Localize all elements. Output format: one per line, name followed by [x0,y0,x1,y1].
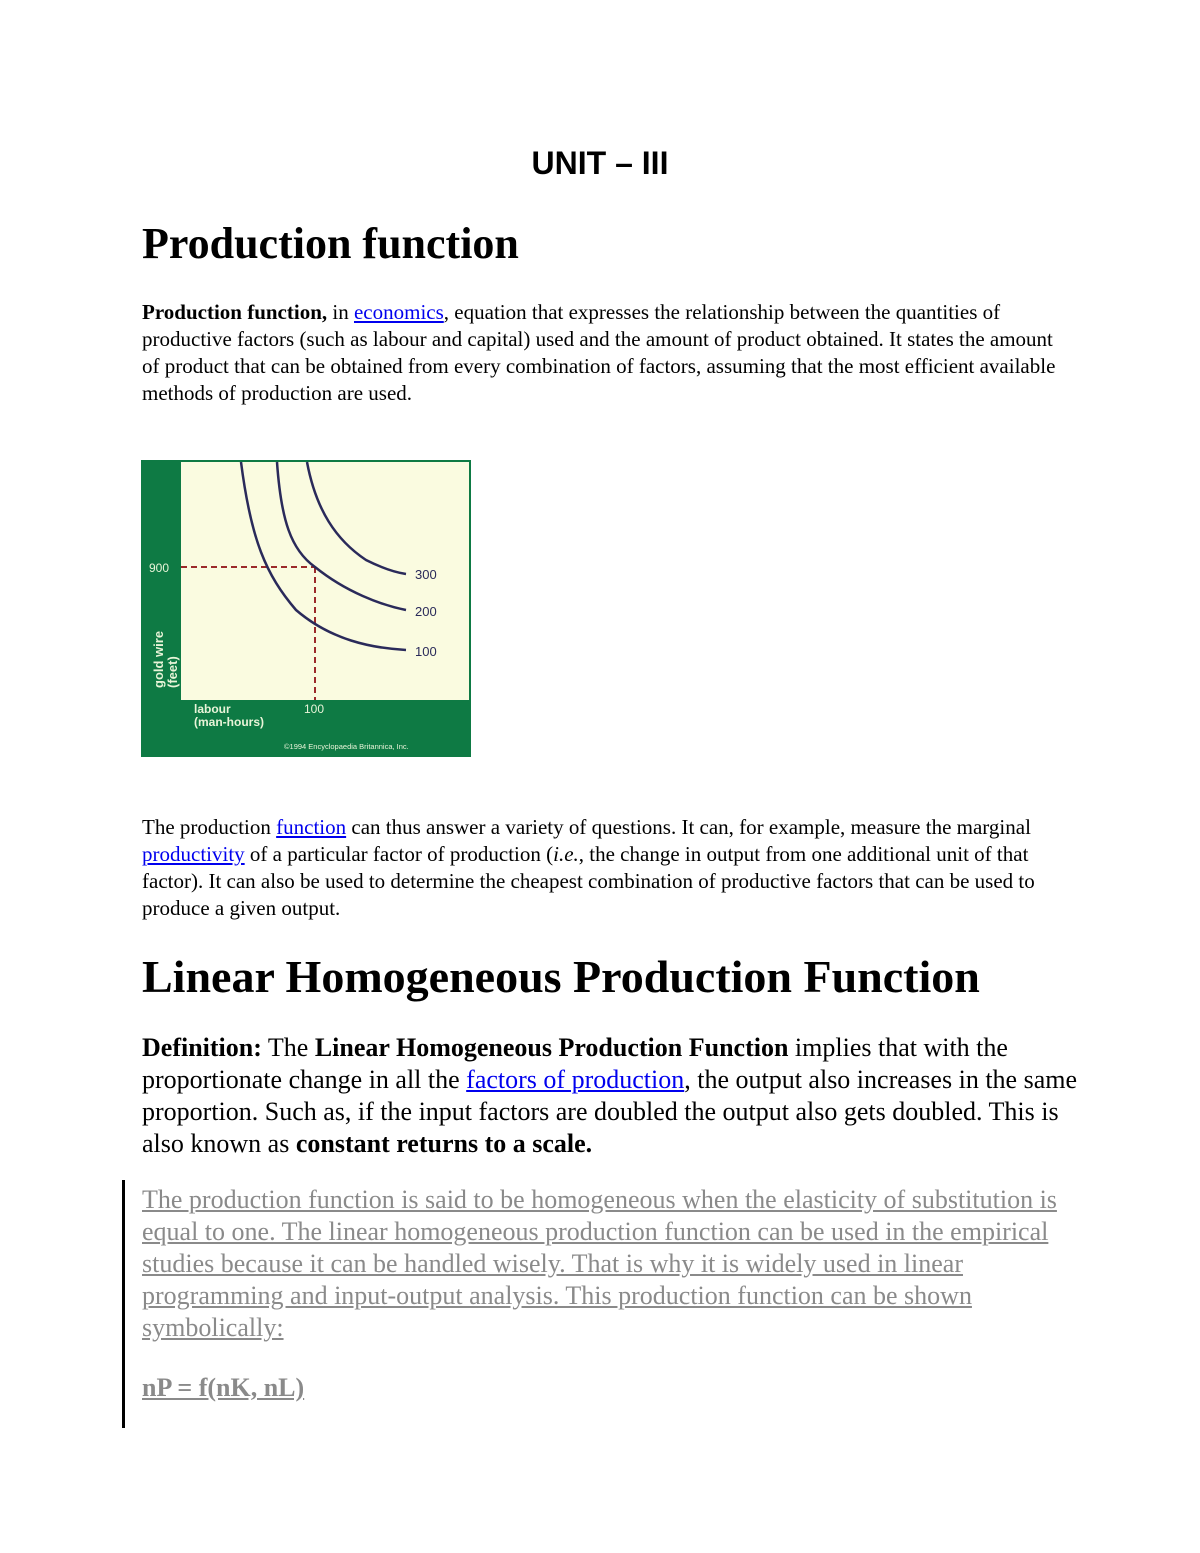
bold-constant-returns: constant returns to a scale. [295,1129,593,1158]
link-function[interactable]: function [276,815,347,839]
curve-label-300: 300 [415,567,437,582]
formula: nP = f(nK, nL) [142,1373,305,1402]
y-axis-unit: (feet) [165,656,180,688]
paragraph-definition [142,299,1072,407]
x-axis-unit: (man-hours) [194,715,264,729]
y-tick-900: 900 [149,561,170,575]
x-tick-100: 100 [304,702,325,716]
figure-credit: ©1994 Encyclopaedia Britannica, Inc. [284,742,409,751]
link-productivity[interactable]: productivity [142,842,245,866]
paragraph-lh-definition [142,1032,1082,1160]
bold-term: Linear Homogeneous Production Function [314,1033,789,1062]
isoquant-figure [141,460,471,757]
text: , equation that expresses the relationship between the quantities of productive factors (such as labour and capital) used and the amount of product obtained. It states the amount of product that can be obtained from every combination of factors, assuming that the most efficient available methods of production are used. [142,300,1056,405]
text: , the output also increases in the same proportion. Such as, if the input factors are doubled the output also gets doubled. This is also known as [142,1065,1077,1158]
link-economics[interactable]: economics [353,300,444,324]
text: in [327,300,354,324]
italic-ie: i.e. [553,842,579,866]
text: , the change in output from one additional unit of that factor). It can also be used to determine the cheapest combination of productive factors that can be used to produce a given output. [142,842,1035,920]
text: of a particular factor of production ( [244,842,554,866]
quote-bar [122,1180,125,1428]
x-axis-label: labour [194,702,231,716]
y-axis-label: gold wire [151,630,166,688]
text: implies that with the proportionate change in all the [142,1033,1008,1094]
bold-term: Production function, [142,300,328,324]
curve-label-100: 100 [415,644,437,659]
quoted-paragraph: The production function is said to be homogeneous when the elasticity of substitution is equal to one. The linear homogeneous production function can be used in the empirical studies because it can be handled wisely. That is why it is widely used in linear programming and input-output analysis. This production function can be shown symbolically: [142,1185,1057,1342]
definition-label: Definition: [142,1033,262,1062]
curve-label-200: 200 [415,604,437,619]
heading-linear-homogeneous: Linear Homogeneous Production Function [142,951,980,1002]
unit-title: UNIT – III [531,145,669,181]
text: The [261,1033,315,1062]
paragraph-function-uses [142,814,1072,922]
heading-production-function: Production function [142,219,519,268]
link-factors-of-production[interactable]: factors of production [466,1065,685,1094]
text: can thus answer a variety of questions. It can, for example, measure the marginal [346,815,1031,839]
text: The production [142,815,277,839]
